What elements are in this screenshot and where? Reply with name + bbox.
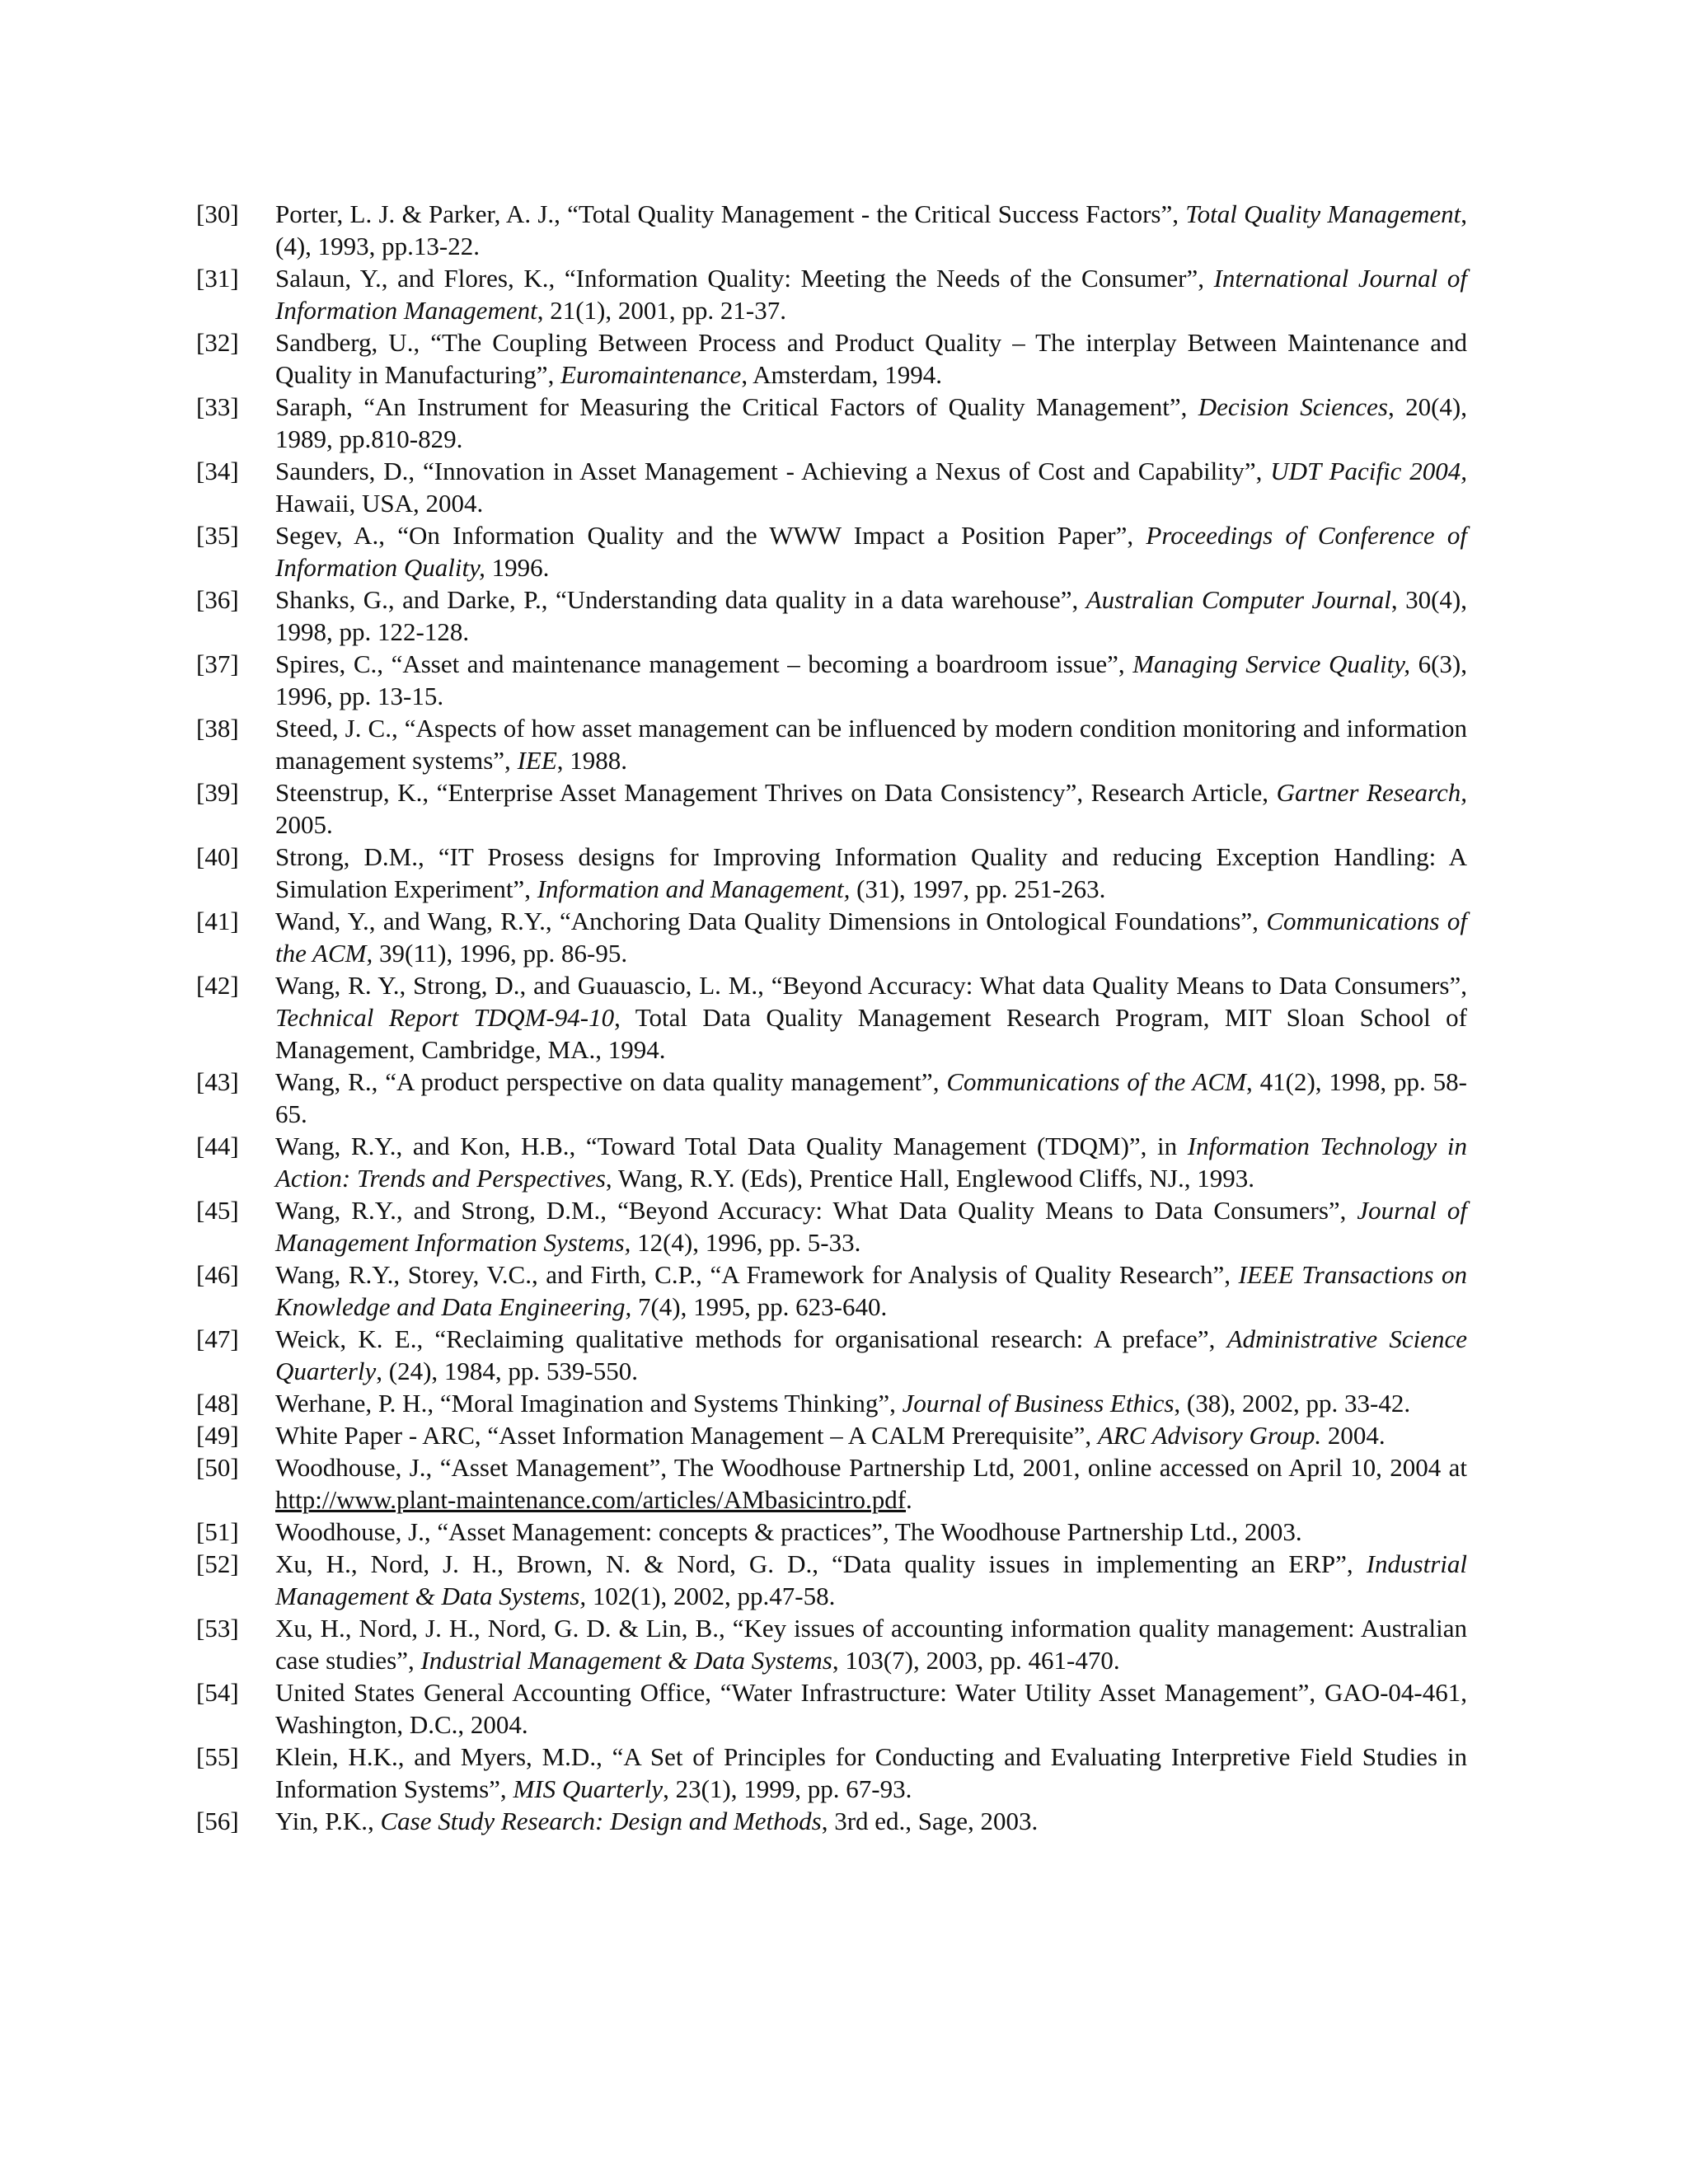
reference-text xyxy=(275,198,1467,262)
reference-entry xyxy=(196,1451,1467,1516)
reference-entry xyxy=(196,969,1467,1066)
reference-text xyxy=(275,1419,1467,1451)
reference-source-title: Information Technology in Action: Trends and Perspectives xyxy=(275,1132,1468,1193)
reference-source-title: UDT Pacific 2004, xyxy=(1270,457,1467,485)
reference-text xyxy=(275,1612,1467,1676)
reference-segment: Steenstrup, K., “Enterprise Asset Management Thrives on Data Consistency”, Research Article, xyxy=(275,778,1277,807)
reference-list xyxy=(196,198,1467,1837)
reference-segment: 102(1), 2002, pp.47-58. xyxy=(586,1582,836,1610)
reference-number: [40] xyxy=(196,842,239,871)
reference-segment: Sandberg, U., “The Coupling Between Process and Product Quality – The interplay Between Maintenance and Quality in Manufacturing”, xyxy=(275,328,1467,389)
reference-source-title: Euromaintenance xyxy=(560,360,742,389)
reference-text xyxy=(275,262,1467,326)
reference-source-title: Managing Service Quality, xyxy=(1132,649,1411,678)
reference-segment: Wang, R., “A product perspective on data quality management”, xyxy=(275,1067,947,1096)
reference-text xyxy=(275,905,1467,969)
reference-text xyxy=(275,1676,1467,1741)
reference-number: [44] xyxy=(196,1132,239,1160)
reference-segment: , 103(7), 2003, pp. 461-470. xyxy=(832,1646,1120,1675)
reference-segment: 2005. xyxy=(275,810,333,839)
reference-text xyxy=(275,391,1467,455)
reference-source-title: Information and Management, xyxy=(537,874,851,903)
reference-segment: Hawaii, USA, 2004. xyxy=(275,489,484,518)
reference-number: [36] xyxy=(196,585,239,614)
reference-segment: 39(11), 1996, pp. 86-95. xyxy=(373,939,628,968)
reference-number: [46] xyxy=(196,1260,239,1289)
reference-segment: , 1988. xyxy=(556,746,628,775)
reference-source-title: Journal of Management Information Systems, xyxy=(275,1196,1467,1257)
reference-segment: (31), 1997, pp. 251-263. xyxy=(850,874,1106,903)
reference-number: [56] xyxy=(196,1807,239,1835)
reference-number: [48] xyxy=(196,1389,239,1418)
reference-source-title: Technical Report TDQM-94-10 xyxy=(275,1003,615,1032)
reference-segment: Salaun, Y., and Flores, K., “Information Quality: Meeting the Needs of the Consumer”, xyxy=(275,264,1214,293)
reference-number: [41] xyxy=(196,907,239,935)
reference-segment: Saraph, “An Instrument for Measuring the Critical Factors of Quality Management”, xyxy=(275,392,1198,421)
reference-segment: , 3rd ed., Sage, 2003. xyxy=(821,1807,1039,1835)
reference-segment: Woodhouse, J., “Asset Management”, The Woodhouse Partnership Ltd, 2001, online accessed on April 10, 2004 at xyxy=(275,1453,1467,1482)
reference-segment: Werhane, P. H., “Moral Imagination and Systems Thinking”, xyxy=(275,1389,903,1418)
reference-entry xyxy=(196,1194,1467,1258)
reference-source-title: Australian Computer Journal xyxy=(1085,585,1391,614)
reference-text xyxy=(275,1066,1467,1130)
reference-number: [30] xyxy=(196,199,239,228)
reference-entry xyxy=(196,905,1467,969)
reference-segment: , Amsterdam, 1994. xyxy=(741,360,942,389)
reference-source-title: IEE xyxy=(517,746,557,775)
reference-entry xyxy=(196,1548,1467,1612)
reference-entry xyxy=(196,391,1467,455)
reference-source-title: MIS Quarterly xyxy=(513,1774,663,1803)
reference-entry xyxy=(196,776,1467,841)
reference-number: [51] xyxy=(196,1517,239,1546)
reference-segment: , 20(4), 1989, pp.810-829. xyxy=(275,392,1467,453)
reference-entry xyxy=(196,1741,1467,1805)
reference-source-title: Decision Sciences xyxy=(1198,392,1388,421)
reference-entry xyxy=(196,1612,1467,1676)
reference-number: [47] xyxy=(196,1324,239,1353)
reference-number: [43] xyxy=(196,1067,239,1096)
reference-text xyxy=(275,1130,1467,1194)
reference-entry xyxy=(196,648,1467,712)
reference-segment: Segev, A., “On Information Quality and the WWW Impact a Position Paper”, xyxy=(275,521,1146,550)
reference-text xyxy=(275,712,1467,776)
reference-segment: Weick, K. E., “Reclaiming qualitative methods for organisational research: A preface”, xyxy=(275,1324,1227,1353)
reference-entry xyxy=(196,519,1467,583)
reference-segment: , 41(2), 1998, pp. 58-65. xyxy=(275,1067,1467,1128)
reference-segment: , (38), 2002, pp. 33-42. xyxy=(1174,1389,1411,1418)
reference-number: [37] xyxy=(196,649,239,678)
reference-entry xyxy=(196,1805,1467,1837)
reference-segment: Steed, J. C., “Aspects of how asset management can be influenced by modern condition monitoring and information management systems”, xyxy=(275,714,1467,775)
reference-link[interactable]: http://www.plant-maintenance.com/articles/AMbasicintro.pdf xyxy=(275,1485,907,1514)
reference-entry xyxy=(196,1258,1467,1323)
reference-number: [42] xyxy=(196,971,239,1000)
reference-segment: Porter, L. J. & Parker, A. J., “Total Quality Management - the Critical Success Factors”, xyxy=(275,199,1186,228)
reference-number: [45] xyxy=(196,1196,239,1225)
reference-entry xyxy=(196,583,1467,648)
reference-source-title: ARC Advisory Group. xyxy=(1097,1421,1322,1450)
reference-text xyxy=(275,648,1467,712)
reference-segment: Wang, R.Y., Storey, V.C., and Firth, C.P., “A Framework for Analysis of Quality Research”, xyxy=(275,1260,1239,1289)
reference-entry xyxy=(196,1066,1467,1130)
reference-entry xyxy=(196,1516,1467,1548)
reference-entry xyxy=(196,198,1467,262)
reference-text xyxy=(275,1387,1467,1419)
reference-segment: . xyxy=(906,1485,912,1514)
reference-entry xyxy=(196,262,1467,326)
reference-segment: , Total Data Quality Management Research Program, MIT Sloan School of Management, Cambridge, MA., 1994. xyxy=(275,1003,1468,1064)
reference-segment: United States General Accounting Office, “Water Infrastructure: Water Utility Asset Management”, GAO-04-461, Washington, D.C., 2004. xyxy=(275,1678,1467,1739)
reference-segment: , 21(1), 2001, pp. 21-37. xyxy=(537,296,786,325)
reference-source-title: Proceedings of Conference of Information Quality, xyxy=(275,521,1467,582)
reference-text xyxy=(275,455,1467,519)
reference-text xyxy=(275,1323,1467,1387)
reference-number: [39] xyxy=(196,778,239,807)
reference-entry xyxy=(196,455,1467,519)
reference-text xyxy=(275,583,1467,648)
reference-text xyxy=(275,776,1467,841)
reference-number: [38] xyxy=(196,714,239,743)
reference-text xyxy=(275,969,1467,1066)
reference-source-title: Gartner Research, xyxy=(1276,778,1467,807)
reference-text xyxy=(275,841,1467,905)
reference-segment: , 30(4), 1998, pp. 122-128. xyxy=(275,585,1467,646)
reference-number: [53] xyxy=(196,1614,239,1643)
reference-segment: Wang, R. Y., Strong, D., and Guauascio, L. M., “Beyond Accuracy: What data Quality Means to Data Consumers”, xyxy=(275,971,1467,1000)
reference-segment: Wand, Y., and Wang, R.Y., “Anchoring Data Quality Dimensions in Ontological Foundations”, xyxy=(275,907,1267,935)
reference-entry xyxy=(196,326,1467,391)
reference-number: [32] xyxy=(196,328,239,357)
reference-number: [33] xyxy=(196,392,239,421)
reference-number: [55] xyxy=(196,1742,239,1771)
reference-entry xyxy=(196,841,1467,905)
reference-number: [54] xyxy=(196,1678,239,1707)
reference-segment: Wang, R.Y., and Strong, D.M., “Beyond Accuracy: What Data Quality Means to Data Consumers”, xyxy=(275,1196,1357,1225)
reference-segment: , (24), 1984, pp. 539-550. xyxy=(376,1357,638,1385)
reference-entry xyxy=(196,1676,1467,1741)
reference-segment: 2004. xyxy=(1321,1421,1386,1450)
reference-segment: , 23(1), 1999, pp. 67-93. xyxy=(663,1774,912,1803)
reference-entry xyxy=(196,1130,1467,1194)
reference-number: [34] xyxy=(196,457,239,485)
reference-source-title: Communications of the ACM, xyxy=(275,907,1467,968)
reference-segment: Saunders, D., “Innovation in Asset Management - Achieving a Nexus of Cost and Capability”, xyxy=(275,457,1271,485)
reference-segment: White Paper - ARC, “Asset Information Management – A CALM Prerequisite”, xyxy=(275,1421,1098,1450)
reference-number: [31] xyxy=(196,264,239,293)
reference-source-title: Total Quality Management xyxy=(1185,199,1461,228)
reference-source-title: Case Study Research: Design and Methods xyxy=(380,1807,822,1835)
reference-source-title: IEEE Transactions on Knowledge and Data Engineering, xyxy=(275,1260,1467,1321)
reference-source-title: Communications of the ACM xyxy=(946,1067,1246,1096)
reference-source-title: Journal of Business Ethics xyxy=(902,1389,1175,1418)
reference-source-title: Industrial Management & Data Systems, xyxy=(275,1549,1467,1610)
reference-source-title: Administrative Science Quarterly xyxy=(275,1324,1467,1385)
reference-segment: Woodhouse, J., “Asset Management: concepts & practices”, The Woodhouse Partnership Ltd., 2003. xyxy=(275,1517,1302,1546)
reference-segment: , (4), 1993, pp.13-22. xyxy=(275,199,1467,260)
reference-text xyxy=(275,1805,1467,1837)
reference-segment: Xu, H., Nord, J. H., Brown, N. & Nord, G. D., “Data quality issues in implementing an ERP”, xyxy=(275,1549,1367,1578)
reference-segment: 12(4), 1996, pp. 5-33. xyxy=(631,1228,861,1257)
reference-text xyxy=(275,1258,1467,1323)
reference-text xyxy=(275,326,1467,391)
reference-text xyxy=(275,1194,1467,1258)
reference-text xyxy=(275,1451,1467,1516)
reference-entry xyxy=(196,1419,1467,1451)
reference-text xyxy=(275,1741,1467,1805)
reference-number: [52] xyxy=(196,1549,239,1578)
reference-number: [49] xyxy=(196,1421,239,1450)
reference-number: [50] xyxy=(196,1453,239,1482)
reference-segment: 1996. xyxy=(485,553,550,582)
reference-segment: Shanks, G., and Darke, P., “Understanding data quality in a data warehouse”, xyxy=(275,585,1086,614)
reference-text xyxy=(275,519,1467,583)
reference-segment: , Wang, R.Y. (Eds), Prentice Hall, Englewood Cliffs, NJ., 1993. xyxy=(605,1164,1255,1193)
reference-number: [35] xyxy=(196,521,239,550)
reference-segment: 6(3), 1996, pp. 13-15. xyxy=(275,649,1467,710)
reference-source-title: Industrial Management & Data Systems xyxy=(420,1646,832,1675)
reference-source-title: International Journal of Information Management xyxy=(275,264,1467,325)
reference-text xyxy=(275,1548,1467,1612)
reference-text xyxy=(275,1516,1467,1548)
reference-segment: Yin, P.K., xyxy=(275,1807,381,1835)
reference-segment: Spires, C., “Asset and maintenance management – becoming a boardroom issue”, xyxy=(275,649,1133,678)
reference-entry xyxy=(196,1323,1467,1387)
reference-entry xyxy=(196,712,1467,776)
reference-segment: 7(4), 1995, pp. 623-640. xyxy=(631,1292,888,1321)
reference-segment: Wang, R.Y., and Kon, H.B., “Toward Total Data Quality Management (TDQM)”, in xyxy=(275,1132,1188,1160)
reference-segment: Strong, D.M., “IT Prosess designs for Improving Information Quality and reducing Exception Handling: A Simulation Experiment”, xyxy=(275,842,1467,903)
reference-entry xyxy=(196,1387,1467,1419)
reference-segment: Xu, H., Nord, J. H., Nord, G. D. & Lin, B., “Key issues of accounting information quality management: Australian case studies”, xyxy=(275,1614,1467,1675)
reference-segment: Klein, H.K., and Myers, M.D., “A Set of Principles for Conducting and Evaluating Interpretive Field Studies in Information Systems”, xyxy=(275,1742,1467,1803)
